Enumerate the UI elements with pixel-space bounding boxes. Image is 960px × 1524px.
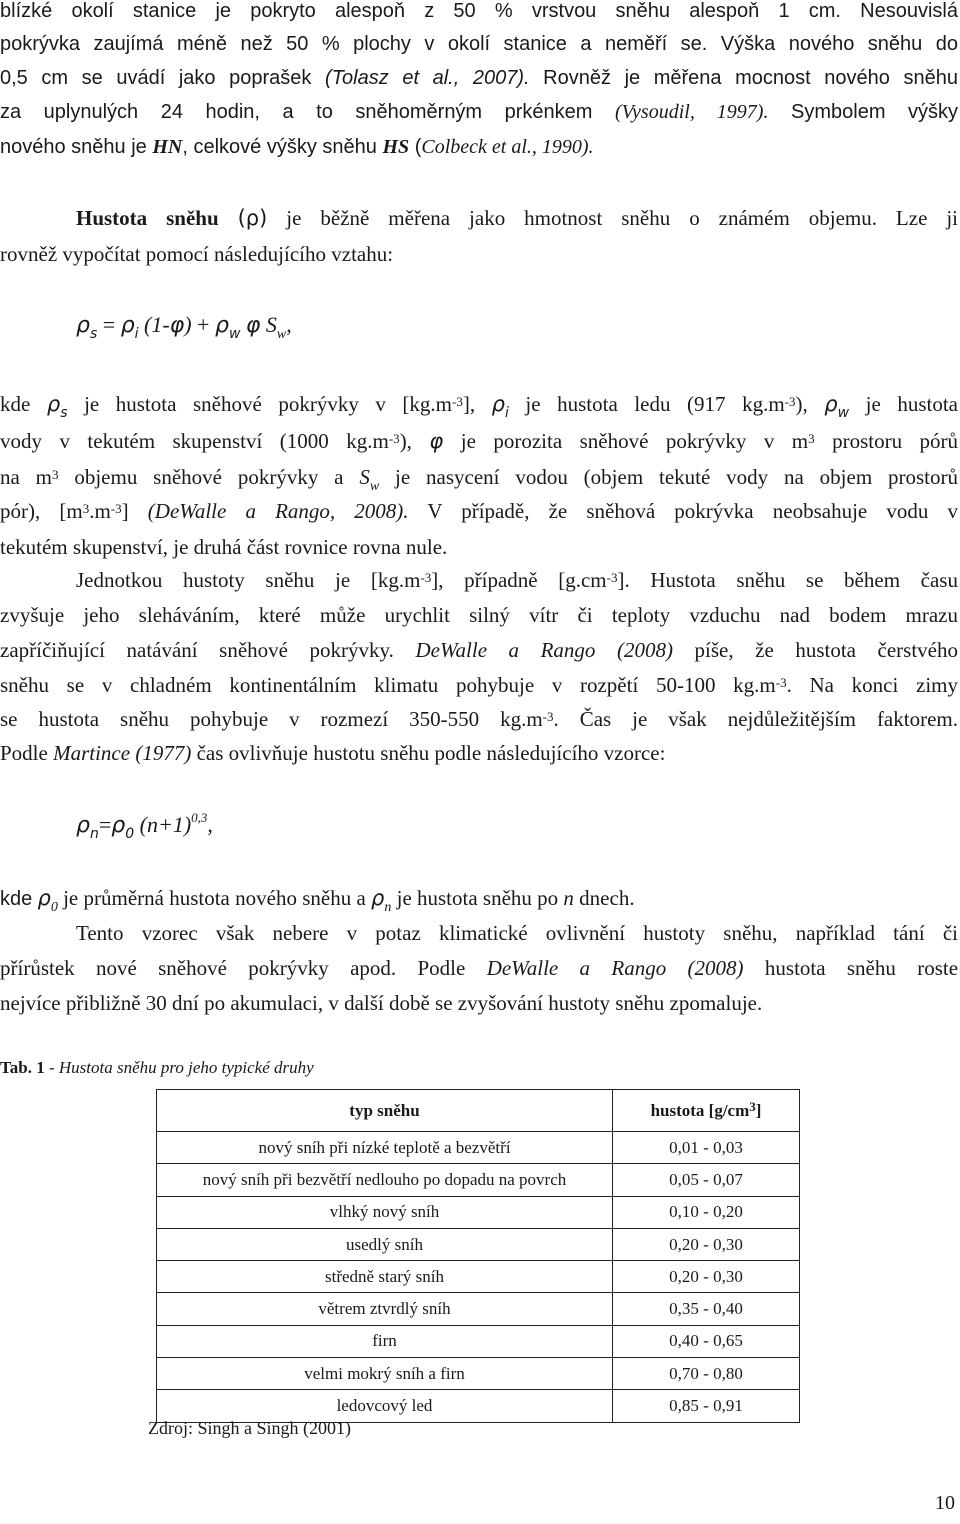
paragraph-5-line-3: přírůstek nové sněhové pokrývky apod. Podle DeWalle a Rango (2008) hustota sněhu roste xyxy=(0,956,959,980)
table-caption: Tab. 1 - Hustota sněhu pro jeho typické druhy xyxy=(0,1058,314,1077)
paragraph-3-line-4: pór), $[m^3.m^{-3}]$ (DeWalle a Rango, 2008). V případě, že sněhová pokrývka neobsahuje vodu v xyxy=(0,499,958,523)
table-row xyxy=(157,1293,800,1325)
paragraph-4-line-4: sněhu se v chladném kontinentálním klimatu pohybuje v rozpětí 50-100 $kg.m^{-3}$. Na konci zimy xyxy=(0,673,958,697)
snow-type-cell: nový sníh při bezvětří nedlouho po dopadu na povrch xyxy=(157,1164,613,1196)
paragraph-4-line-6: Podle Martince (1977) čas ovlivňuje hustotu sněhu podle následujícího vzorce: xyxy=(0,741,666,765)
density-cell: 0,20 - 0,30 xyxy=(613,1228,800,1260)
density-cell: 0,70 - 0,80 xyxy=(613,1358,800,1390)
term-snow-density: Hustota sněhu xyxy=(76,206,219,230)
paragraph-3-line-5: tekutém skupenství, je druhá část rovnice rovna nule. xyxy=(0,535,448,559)
table-row xyxy=(157,1261,800,1293)
paragraph-1-line-1: blízké okolí stanice je pokryto alespoň z 50 % vrstvou sněhu alespoň 1 cm. Nesouvislá xyxy=(0,0,958,22)
paragraph-2-line-1: Hustota sněhu (ρ) je běžně měřena jako hmotnost sněhu o známém objemu. Lze ji xyxy=(76,206,959,230)
density-cell: 0,40 - 0,65 xyxy=(613,1325,800,1357)
paragraph-4-line-3: zapříčiňující natávání sněhové pokrývky. DeWalle a Rango (2008) píše, že hustota čerstvého xyxy=(0,638,958,662)
density-cell: 0,85 - 0,91 xyxy=(613,1390,800,1422)
column-header-snow-type: typ sněhu xyxy=(157,1090,613,1132)
table-row xyxy=(157,1132,800,1164)
paragraph-5-line-2: Tento vzorec však nebere v potaz klimatické ovlivnění hustoty sněhu, například tání či xyxy=(76,921,958,945)
density-cell: 0,20 - 0,30 xyxy=(613,1261,800,1293)
snow-type-cell: středně starý sníh xyxy=(157,1261,613,1293)
density-cell: 0,05 - 0,07 xyxy=(613,1164,800,1196)
paragraph-4-line-5: se hustota sněhu pohybuje v rozmezí 350-550 $kg.m^{-3}$. Čas je však nejdůležitějším faktorem. xyxy=(0,707,958,731)
paragraph-3-line-2: vody v tekutém skupenství (1000 $kg.m^{-3}$), φ je porozita sněhové pokrývky v $m^3$ prostoru pórů xyxy=(0,429,959,453)
paragraph-4-line-1: Jednotkou hustoty sněhu je $[kg.m^{-3}]$, případně $[g.cm^{-3}]$. Hustota sněhu se během času xyxy=(76,568,958,592)
density-cell: 0,01 - 0,03 xyxy=(613,1132,800,1164)
paragraph-3-line-3: na $m^3$ objemu sněhové pokrývky a $S_w$ je nasycení vodou (objem tekuté vody na objem prostorů xyxy=(0,465,958,494)
paragraph-5-line-1: kde $\rho_0$ je průměrná hustota nového sněhu a $\rho_n$ je hustota sněhu po n dnech. xyxy=(0,886,635,915)
density-cell: 0,10 - 0,20 xyxy=(613,1196,800,1228)
snow-density-table xyxy=(156,1089,800,1423)
table-header-row xyxy=(157,1090,800,1132)
paragraph-4-line-2: zvyšuje jeho sleháváním, které může urychlit silný vítr či teploty vzduchu nad bodem mrazu xyxy=(0,603,958,627)
paragraph-1-line-3: 0,5 cm se uvádí jako poprašek (Tolasz et al., 2007). Rovněž je měřena mocnost nového sněhu xyxy=(0,67,958,89)
paragraph-1-line-5: nového sněhu je HN, celkové výšky sněhu HS (Colbeck et al., 1990). xyxy=(0,136,594,158)
snow-type-cell: velmi mokrý sníh a firn xyxy=(157,1358,613,1390)
time-density-formula: $\rho_n=\rho_0$ $(n+1)^{0,3}$, xyxy=(76,810,213,842)
snow-type-cell: firn xyxy=(157,1325,613,1357)
snow-type-cell: usedlý sníh xyxy=(157,1228,613,1260)
table-row xyxy=(157,1325,800,1357)
paragraph-1-line-2: pokrývka zaujímá méně než 50 % plochy v okolí stanice a neměří se. Výška nového sněhu do xyxy=(0,33,958,55)
citation: (Tolasz et al., 2007). xyxy=(325,67,530,89)
page-number: 10 xyxy=(935,1492,955,1514)
density-cell: 0,35 - 0,40 xyxy=(613,1293,800,1325)
column-header-density: hustota $[g/cm^3]$ xyxy=(613,1090,800,1132)
table-row xyxy=(157,1196,800,1228)
citation: DeWalle a Rango (2008) xyxy=(415,638,673,662)
snow-type-cell: nový sníh při nízké teplotě a bezvětří xyxy=(157,1132,613,1164)
table-row xyxy=(157,1164,800,1196)
citation: (DeWalle a Rango, 2008). xyxy=(147,499,409,523)
table-row xyxy=(157,1358,800,1390)
snow-type-cell: ledovcový led xyxy=(157,1390,613,1422)
table-row xyxy=(157,1228,800,1260)
citation: Martince (1977) xyxy=(53,741,192,765)
snow-type-cell: vlhký nový sníh xyxy=(157,1196,613,1228)
table-source: Zdroj: Singh a Singh (2001) xyxy=(148,1418,351,1438)
paragraph-2-line-2: rovněž vypočítat pomocí následujícího vztahu: xyxy=(0,242,394,266)
citation: DeWalle a Rango (2008) xyxy=(486,956,744,980)
snow-type-cell: větrem ztvrdlý sníh xyxy=(157,1293,613,1325)
snow-density-formula: $\rho_s = \rho_i$ $(1-\varphi) + \rho_w$ φ $S_w$, xyxy=(76,312,292,342)
paragraph-3-line-1: kde $\rho_s$ je hustota sněhové pokrývky v $[kg.m^{-3}]$, $\rho_i$ je hustota ledu (917 $kg.m^{-3}$), $\rho_w$ je hustota xyxy=(0,392,959,421)
citation: (Vysoudil, 1997). xyxy=(615,101,769,123)
paragraph-1-line-4: za uplynulých 24 hodin, a to sněhoměrným prkénkem (Vysoudil, 1997). Symbolem výšky xyxy=(0,101,959,123)
paragraph-5-line-4: nejvíce přibližně 30 dní po akumulaci, v další době se zvyšování hustoty sněhu zpomaluje. xyxy=(0,991,763,1015)
